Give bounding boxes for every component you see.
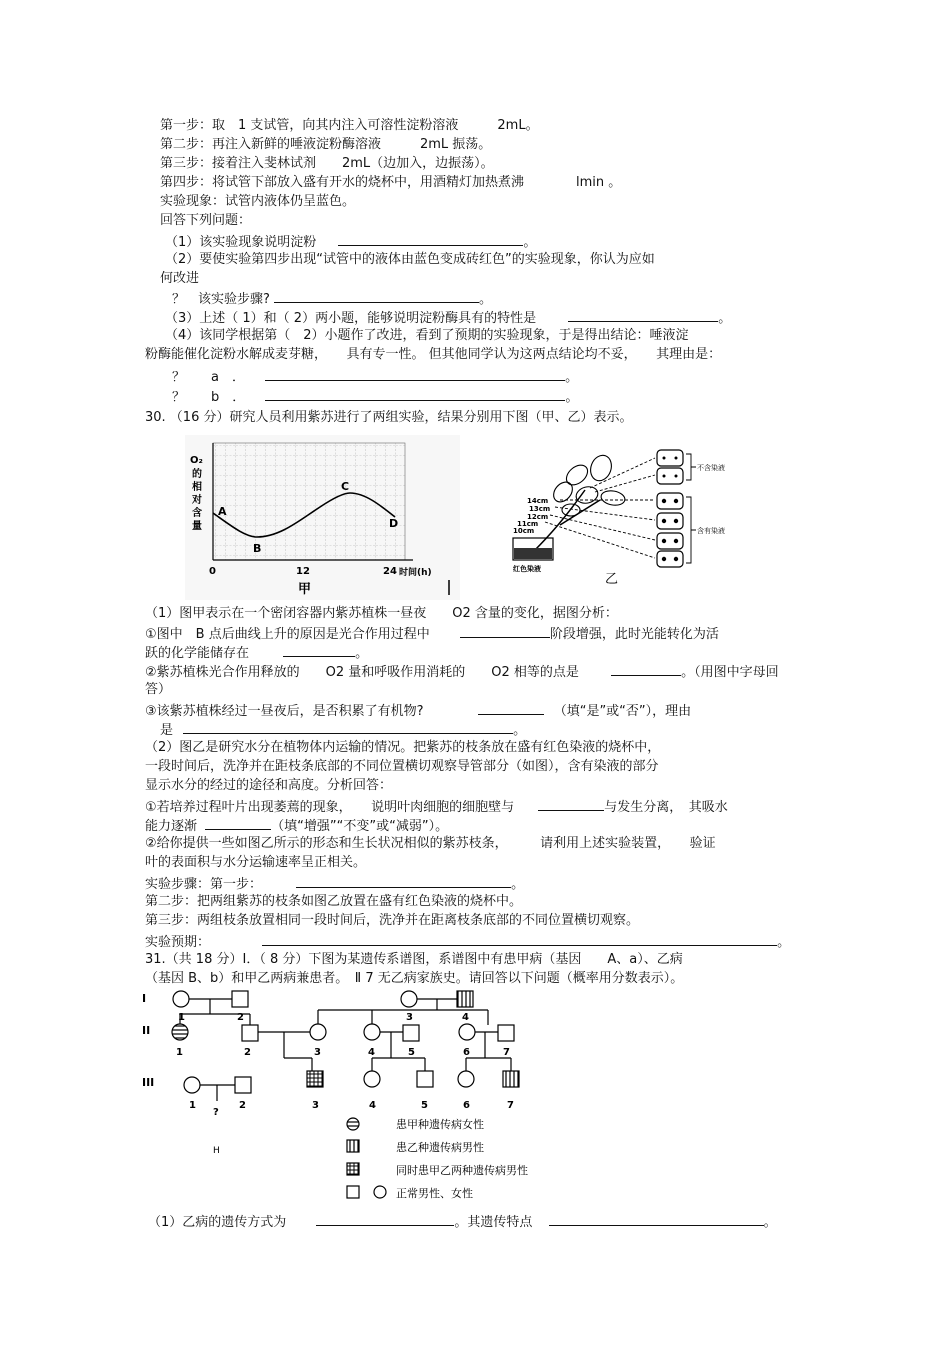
q4-b-label: ？ b ． [172, 390, 246, 405]
legend-icon-a-female [347, 1118, 359, 1130]
gen2-female-6 [459, 1024, 475, 1040]
exp-pred: 实验预期： [145, 935, 211, 950]
jia-grid [213, 443, 405, 560]
gen1-num-1: 1 [178, 1012, 185, 1023]
gen-label-iii: III [142, 1076, 155, 1089]
gen2-num-6: 6 [463, 1047, 470, 1058]
jia-point-d: D [389, 517, 399, 530]
gen3-male-3 [307, 1071, 323, 1087]
section31-header-b: （基因 B、b）和甲乙两病兼患者。 Ⅱ 7 无乙病家族史。请回答以下问题（概率用分数表示）。 [145, 971, 684, 986]
gen1-male-2 [232, 991, 248, 1007]
q2a: （2）要使实验第四步出现“试管中的液体由蓝色变成砖红色”的实验现象，你认为应如 [165, 252, 655, 267]
gen2-female-4 [364, 1024, 380, 1040]
gen1-num-3: 3 [406, 1012, 413, 1023]
step4: 第四步：将试管下部放入盛有开水的烧杯中，用酒精灯加热煮沸 lmin 。 [160, 175, 622, 190]
exp-pred-blank[interactable] [262, 932, 777, 946]
gen1-female-3 [401, 991, 417, 1007]
yi-bracket-top [686, 454, 696, 480]
q4-b-line [172, 387, 578, 407]
gen3-num-6: 6 [463, 1100, 470, 1111]
yi-dye [514, 548, 552, 559]
p2a: （2）图乙是研究水分在植物体内运输的情况。把紫苏的枝条放在盛有红色染液的烧杯中， [145, 740, 661, 755]
gen3-male-2 [235, 1077, 251, 1093]
gen3-num-2: 2 [239, 1100, 246, 1111]
gen2-male-5 [403, 1025, 419, 1041]
pedigree-question-mark: ? [213, 1107, 219, 1118]
legend-icon-normal-female [374, 1186, 386, 1198]
p1-1-line [145, 624, 719, 644]
gen1-male-4 [457, 991, 473, 1007]
q4a: （4）该同学根据第（ 2）小题作了改进，看到了预期的实验现象，于是得出结论：唾液淀 [165, 328, 689, 343]
gen3-male-7 [503, 1071, 519, 1087]
gen3-num-3: 3 [312, 1100, 319, 1111]
gen3-num-4: 4 [369, 1100, 376, 1111]
gen2-num-1: 1 [176, 1047, 183, 1058]
figure-jia [185, 435, 460, 600]
p1-3-line [145, 701, 691, 721]
p1-3c-blank[interactable] [183, 720, 513, 734]
exp1-line [145, 874, 524, 894]
jia-point-a: A [218, 505, 227, 518]
q31-1-blank2[interactable] [549, 1212, 764, 1226]
gen1-num-4: 4 [462, 1012, 469, 1023]
jia-tick-0: 0 [209, 566, 216, 577]
gen3-female-1 [184, 1077, 200, 1093]
p2-1c: 能力逐渐 [145, 819, 198, 834]
p1-1c-period: 。 [355, 646, 369, 661]
q1-blank[interactable] [338, 232, 523, 246]
exp-pred-period: 。 [777, 935, 791, 950]
q4-a-label: ？ a ． [172, 370, 245, 385]
jia-tick-24: 24 [383, 566, 397, 577]
jia-ylabel-3: 对 [192, 495, 202, 506]
gen2-female-3 [310, 1024, 326, 1040]
yi-label-dye: 含有染液 [697, 527, 725, 535]
q31-1-period: 。 [763, 1215, 777, 1230]
p1-1-blank[interactable] [460, 624, 550, 638]
legend-label-b-male: 患乙种遗传病男性 [396, 1141, 484, 1154]
p1-3b: （填“是”或“否”），理由 [553, 704, 692, 719]
q3-blank[interactable] [568, 308, 718, 322]
jia-ylabel-4: 含 [192, 508, 202, 519]
step1: 第一步：取 1 支试管，向其内注入可溶性淀粉溶液 2mL。 [160, 118, 539, 133]
section30-header: 30. （16 分）研究人员利用紫苏进行了两组实验，结果分别用下图（甲、乙）表示。 [145, 410, 633, 425]
section31-header-a: 31.（共 18 分）Ⅰ．（ 8 分）下图为某遗传系谱图，系谱图中有患甲病（基因 A、a）、乙病 [145, 952, 683, 967]
pedigree-legend [347, 1118, 386, 1198]
legend-icon-ab-male [347, 1163, 359, 1175]
p1-3c-period: 。 [513, 723, 527, 738]
jia-ylabel-1: 的 [192, 469, 202, 480]
exp1-blank[interactable] [296, 874, 511, 888]
jia-point-c: C [341, 480, 350, 493]
yi-beaker-label: 红色染液 [513, 565, 541, 573]
exp2: 第二步：把两组紫苏的枝条如图乙放置在盛有红色染液的烧杯中。 [145, 894, 523, 909]
q3-text: （3）上述（ 1）和（ 2）两小题，能够说明淀粉酶具有的特性是 [165, 311, 537, 326]
pedigree-stray-mark: H [213, 1146, 220, 1156]
exp3: 第三步：两组枝条放置相同一段时间后，洗净并在距离枝条底部的不同位置横切观察。 [145, 913, 640, 928]
q31-1-blank[interactable] [316, 1212, 454, 1226]
legend-icon-normal-male [347, 1186, 359, 1198]
gen1-num-2: 2 [237, 1012, 244, 1023]
gen3-num-5: 5 [421, 1100, 428, 1111]
phenomenon: 实验现象：试管内液体仍呈蓝色。 [160, 194, 356, 209]
p1-1c: 跃的化学能储存在 [145, 646, 250, 661]
jia-tick-12: 12 [296, 566, 310, 577]
answer-intro: 回答下列问题： [160, 213, 252, 228]
yi-height-10: 10cm [513, 527, 535, 535]
q4-a-blank[interactable] [265, 367, 565, 381]
p1-3a: ③该紫苏植株经过一昼夜后，是否积累了有机物? [145, 704, 424, 719]
yi-bracket-bottom [686, 497, 696, 563]
exp-pred-line [145, 932, 790, 952]
q2c-text: ？ 该实验步骤? [172, 292, 270, 307]
yi-height-12: 12cm [527, 513, 549, 521]
p1-2c: 答） [145, 682, 172, 697]
gen2-num-7: 7 [503, 1047, 510, 1058]
p2-1-blank[interactable] [538, 797, 604, 811]
yi-cross-sections [657, 450, 683, 567]
p1-3c-line [160, 720, 526, 740]
p1-2b: 。（用图中字母回 [681, 665, 779, 680]
legend-label-normal: 正常男性、女性 [396, 1187, 473, 1200]
p2-1d: （填“增强”“不变”或“减弱”）。 [271, 819, 449, 834]
yi-label-no-dye: 不含染液 [697, 464, 725, 472]
yi-height-14: 14cm [527, 497, 549, 505]
q2c-line [172, 289, 492, 309]
q4b: 粉酶能催化淀粉水解成麦芽糖， 具有专一性。 但其他同学认为这两点结论均不妥， 其理由是： [145, 347, 722, 362]
figure-yi [505, 440, 775, 590]
q1-line [165, 232, 536, 252]
gen1-female-1 [173, 991, 189, 1007]
legend-label-ab-male: 同时患甲乙两种遗传病男性 [396, 1164, 528, 1177]
p1: （1）图甲表示在一个密闭容器内紫苏植株一昼夜 O2 含量的变化，据图分析： [145, 606, 618, 621]
p2b: 一段时间后，洗净并在距枝条底部的不同位置横切观察导管部分（如图），含有染液的部分 [145, 759, 659, 774]
p2-1b: 与发生分离， 其吸水 [604, 800, 728, 815]
pedigree-chart [140, 988, 570, 1208]
p2c: 显示水分的经过的途径和高度。分析回答： [145, 778, 393, 793]
step2: 第二步：再注入新鲜的唾液淀粉酶溶液 2mL 振荡。 [160, 137, 492, 152]
yi-height-13: 13cm [529, 505, 551, 513]
jia-ylabel-2: 相 [192, 482, 202, 493]
jia-x-label: 时间(h) [399, 568, 432, 578]
jia-caption: 甲 [298, 582, 312, 597]
gen2-male-2 [242, 1025, 258, 1041]
p1-2-line [145, 662, 779, 682]
p2-1-line [145, 797, 728, 817]
legend-icon-b-male [347, 1140, 359, 1152]
gen-label-i: I [142, 992, 147, 1005]
q4-a-period: 。 [565, 370, 579, 385]
q1-text: （1）该实验现象说明淀粉 [165, 235, 317, 250]
p1-2a: ②紫苏植株光合作用释放的 O2 量和呼吸作用消耗的 O2 相等的点是 [145, 665, 579, 680]
p1-2-blank[interactable] [611, 662, 681, 676]
q4-b-blank[interactable] [265, 387, 565, 401]
yi-height-labels [513, 497, 550, 535]
gen2-num-5: 5 [408, 1047, 415, 1058]
gen3-female-4 [364, 1071, 380, 1087]
q31-1-line [148, 1212, 777, 1232]
gen3-male-5 [417, 1071, 433, 1087]
p1-3c: 是 [160, 723, 174, 738]
yi-arrows [545, 458, 655, 558]
p1-1c-blank[interactable] [283, 643, 355, 657]
gen2-num-3: 3 [314, 1047, 321, 1058]
p1-1c-line [145, 643, 368, 663]
p2-1a: ①若培养过程叶片出现萎蔫的现象， 说明叶肉细胞的细胞壁与 [145, 800, 515, 815]
p1-1a: ①图中 B 点后曲线上升的原因是光合作用过程中 [145, 627, 430, 642]
yi-leaves [550, 452, 626, 516]
gen3-num-1: 1 [189, 1100, 196, 1111]
p2-2b: 叶的表面积与水分运输速率呈正相关。 [145, 855, 367, 870]
gen2-female-1 [172, 1024, 188, 1040]
gen3-num-7: 7 [507, 1100, 514, 1111]
p2-2a: ②给你提供一些如图乙所示的形态和生长状况相似的紫苏枝条， 请利用上述实验装置， 验证 [145, 836, 716, 851]
pedigree-individuals [172, 991, 519, 1093]
jia-point-b: B [253, 542, 262, 555]
q1-period: 。 [523, 235, 537, 250]
q31-1a: （1）乙病的遗传方式为 [148, 1215, 287, 1230]
gen2-num-2: 2 [244, 1047, 251, 1058]
p2-1c-line [145, 816, 448, 836]
exp1: 实验步骤：第一步： [145, 877, 263, 892]
yi-caption: 乙 [605, 572, 619, 587]
q3-period: 。 [718, 311, 732, 326]
jia-ylabel-0: O₂ [190, 455, 203, 466]
gen3-female-6 [458, 1071, 474, 1087]
generation-labels [142, 992, 154, 1089]
q2-period: 。 [479, 292, 493, 307]
p2-1c-blank[interactable] [205, 816, 271, 830]
q3-line [165, 308, 731, 328]
p1-3-blank[interactable] [478, 701, 544, 715]
legend-label-a-female: 患甲种遗传病女性 [396, 1118, 484, 1131]
q2-blank[interactable] [274, 289, 479, 303]
jia-ylabel-5: 量 [192, 521, 202, 532]
gen-label-ii: II [142, 1024, 151, 1037]
q2b: 何改进 [160, 271, 200, 286]
q4-b-period: 。 [565, 390, 579, 405]
gen2-male-7 [498, 1025, 514, 1041]
p1-1b: 阶段增强，此时光能转化为活 [549, 627, 719, 642]
exp1-period: 。 [511, 877, 525, 892]
step3: 第三步：接着注入斐林试剂 2mL（边加入，边振荡）。 [160, 156, 494, 171]
yi-height-11: 11cm [517, 520, 539, 528]
gen2-num-4: 4 [368, 1047, 375, 1058]
q31-1b: 。其遗传特点 [454, 1215, 533, 1230]
q4-a-line [172, 367, 578, 387]
